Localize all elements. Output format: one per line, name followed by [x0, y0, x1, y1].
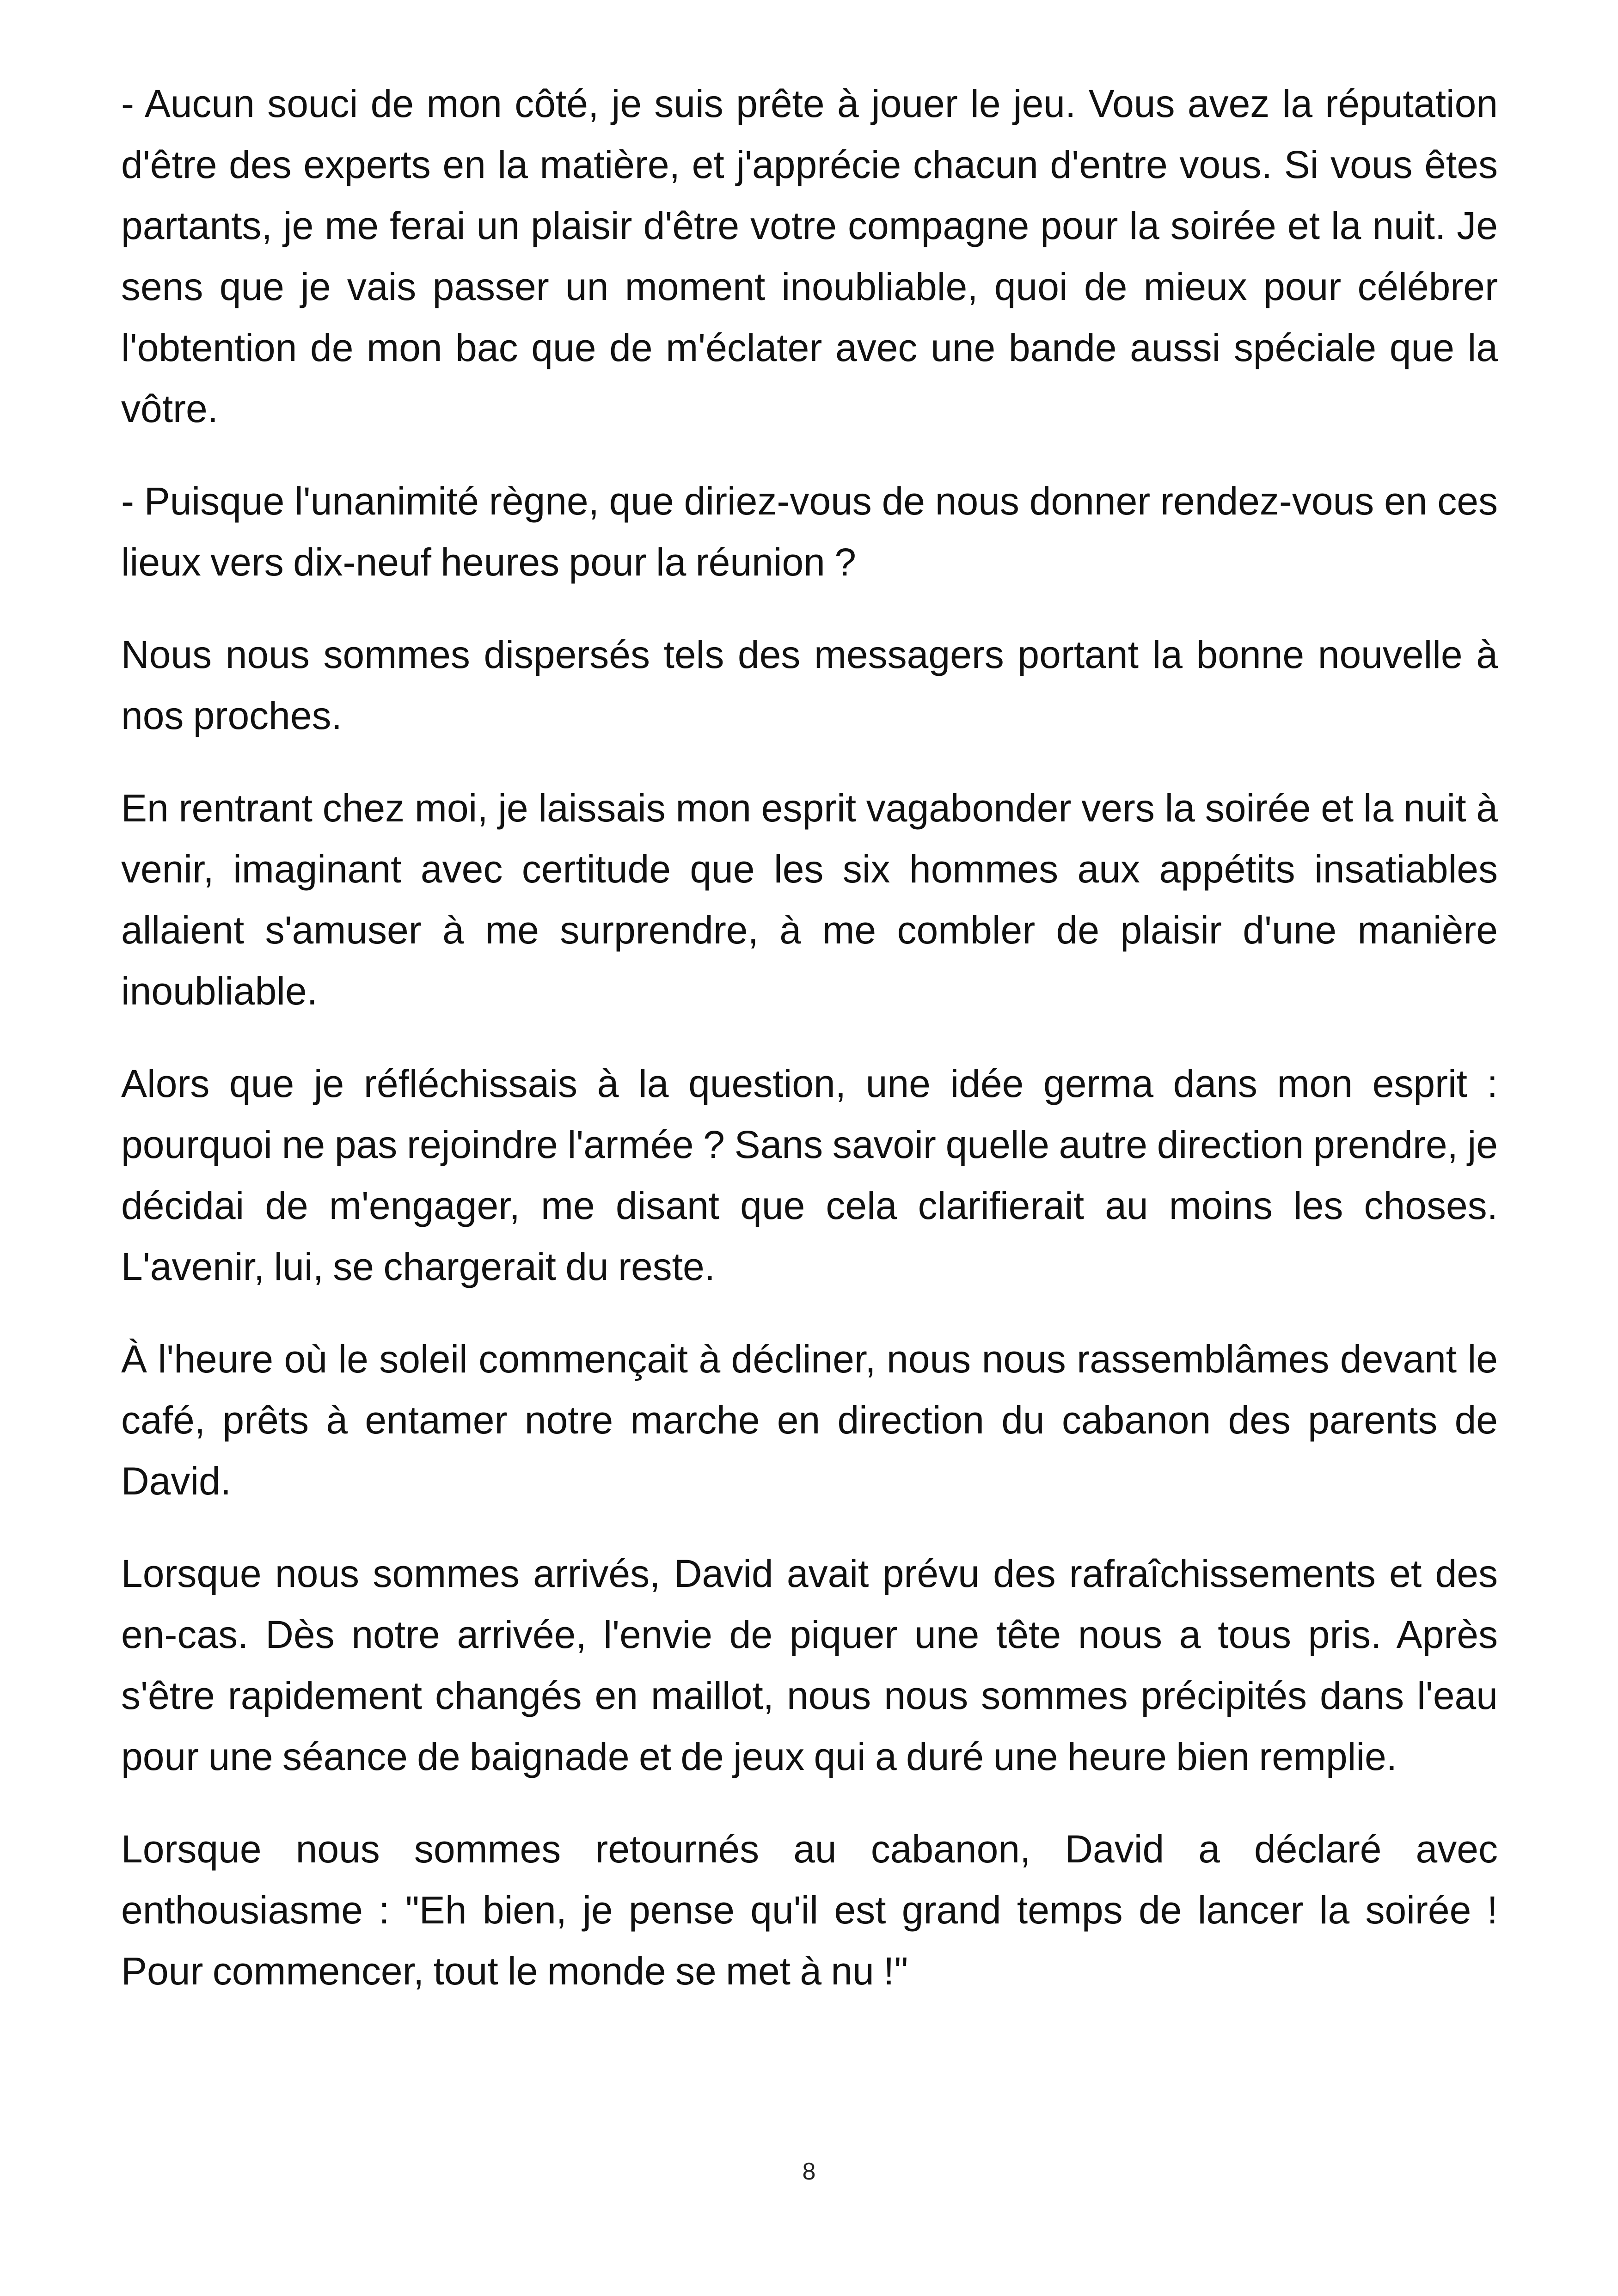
paragraph: À l'heure où le soleil commençait à décliner, nous nous rassemblâmes devant le café, prêts à entamer notre marche en direction du cabanon des parents de David. [121, 1337, 1498, 1503]
paragraph: En rentrant chez moi, je laissais mon esprit vagabonder vers la soirée et la nuit à venir, imaginant avec certitude que les six hommes aux appétits insatiables allaient s'amuser à me surprendre, à me combler de plaisir d'une manière inoubliable. [121, 786, 1498, 1013]
paragraph: Alors que je réfléchissais à la question, une idée germa dans mon esprit : pourquoi ne pas rejoindre l'armée ? Sans savoir quelle autre direction prendre, je décidai de m'engager, me disant que cela clarifierait au moins les choses. L'avenir, lui, se chargerait du reste. [121, 1062, 1498, 1288]
paragraph: Lorsque nous sommes retournés au cabanon, David a déclaré avec enthousiasme : "Eh bien, je pense qu'il est grand temps de lancer la soirée ! Pour commencer, tout le monde se met à nu !" [121, 1827, 1498, 1993]
paragraph: - Aucun souci de mon côté, je suis prête à jouer le jeu. Vous avez la réputation d'être des experts en la matière, et j'apprécie chacun d'entre vous. Si vous êtes partants, je me ferai un plaisir d'être votre compagne pour la soirée et la nuit. Je sens que je vais passer un moment inoubliable, quoi de mieux pour célébrer l'obtention de mon bac que de m'éclater avec une bande aussi spéciale que la vôtre. [121, 82, 1498, 430]
paragraph: - Puisque l'unanimité règne, que diriez-vous de nous donner rendez-vous en ces lieux vers dix-neuf heures pour la réunion ? [121, 479, 1498, 584]
paragraph: Lorsque nous sommes arrivés, David avait prévu des rafraîchissements et des en-cas. Dès notre arrivée, l'envie de piquer une tête nous a tous pris. Après s'être rapidement changés en maillot, nous nous sommes précipités dans l'eau pour une séance de baignade et de jeux qui a duré une heure bien remplie. [121, 1552, 1498, 1778]
paragraph: Nous nous sommes dispersés tels des messagers portant la bonne nouvelle à nos proches. [121, 633, 1498, 737]
page-number: 8 [802, 2158, 816, 2185]
body-text [121, 73, 1498, 2033]
